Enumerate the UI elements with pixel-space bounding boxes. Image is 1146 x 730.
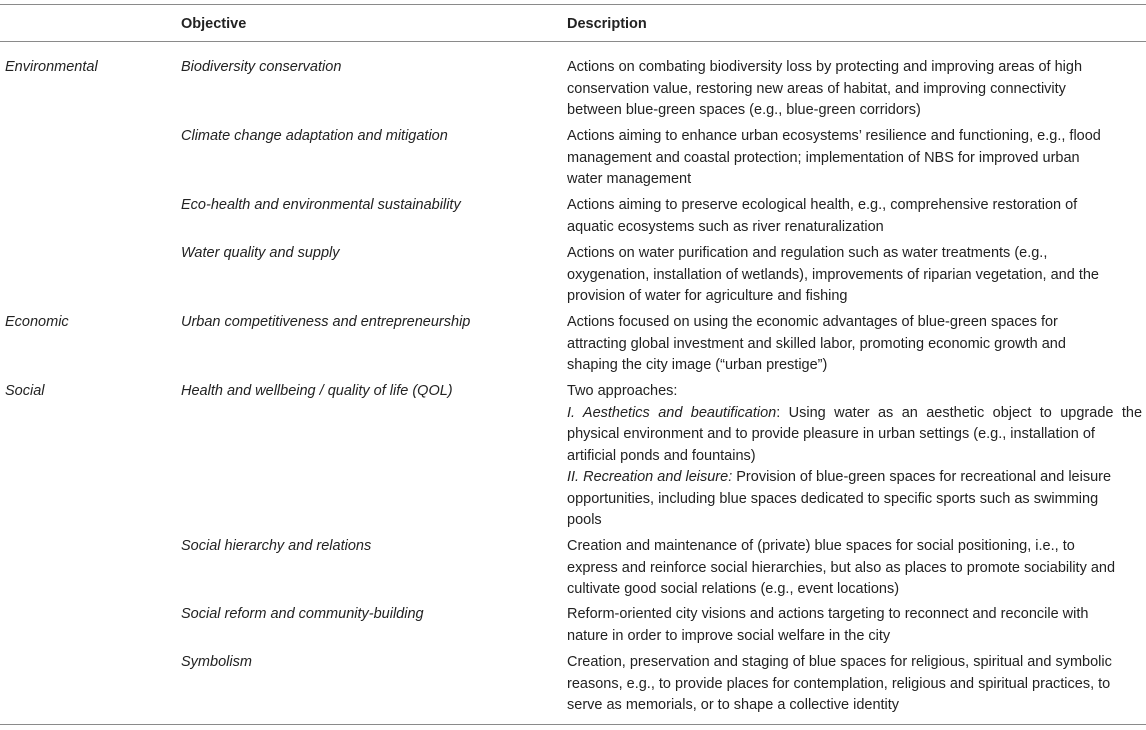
row-description [567, 126, 1142, 191]
description-line: express and reinforce social hierarchies, but also as places to promote sociability and [567, 559, 1116, 576]
description-line: Creation and maintenance of (private) blue spaces for social positioning, i.e., to [567, 538, 1075, 554]
description-line: attracting global investment and skilled labor, promoting economic growth and [567, 335, 1066, 352]
approach-1-label: I. Aesthetics and beautification [567, 404, 777, 421]
row-objective: Climate change adaptation and mitigation [181, 128, 448, 144]
row-objective: Eco-health and environmental sustainability [181, 197, 461, 213]
description-line: Actions on combating biodiversity loss by protecting and improving areas of high [567, 59, 1083, 75]
description-line: opportunities, including blue spaces dedicated to specific sports such as swimming [567, 490, 1099, 507]
description-line: physical environment and to provide pleasure in urban settings (e.g., installation of [567, 426, 1095, 442]
approach-2-text: Provision of blue-green spaces for recreational and leisure [732, 469, 1112, 485]
approach-1-line [567, 403, 1142, 425]
approach-2-label: II. Recreation and leisure: [567, 469, 733, 485]
table-bottom-rule [0, 724, 1146, 725]
row-objective: Biodiversity conservation [181, 59, 342, 75]
row-description [567, 312, 1142, 377]
description-line: Actions aiming to preserve ecological health, e.g., comprehensive restoration of [567, 197, 1078, 213]
description-line: pools [567, 512, 602, 528]
header-objective: Objective [181, 16, 247, 32]
row-objective: Water quality and supply [181, 245, 340, 261]
row-description [567, 381, 1142, 532]
description-line: serve as memorials, or to shape a collective identity [567, 697, 900, 713]
description-line: aquatic ecosystems such as river renaturalization [567, 218, 884, 235]
description-line: management and coastal protection; implementation of NBS for improved urban [567, 149, 1080, 166]
header-description: Description [567, 16, 647, 32]
row-description [567, 536, 1142, 601]
description-line: oxygenation, installation of wetlands), improvements of riparian vegetation, and the [567, 266, 1099, 283]
description-line: Actions aiming to enhance urban ecosystems’ resilience and functioning, e.g., flood [567, 128, 1101, 144]
row-objective: Symbolism [181, 654, 252, 670]
row-description [567, 195, 1142, 238]
description-line: reasons, e.g., to provide places for contemplation, religious and spiritual practices, to [567, 675, 1111, 692]
row-objective: Social reform and community-building [181, 606, 424, 622]
description-line: provision of water for agriculture and fishing [567, 288, 848, 304]
row-category: Environmental [5, 59, 98, 75]
row-description [567, 57, 1142, 122]
description-line: Actions on water purification and regulation such as water treatments (e.g., [567, 245, 1048, 261]
row-objective: Health and wellbeing / quality of life (QOL) [181, 383, 453, 399]
row-objective: Urban competitiveness and entrepreneurship [181, 314, 471, 330]
description-line: nature in order to improve social welfare in the city [567, 627, 891, 644]
row-objective: Social hierarchy and relations [181, 538, 372, 554]
row-description [567, 243, 1142, 308]
description-line: conservation value, restoring new areas of habitat, and improving connectivity [567, 80, 1066, 97]
description-line: Creation, preservation and staging of blue spaces for religious, spiritual and symbolic [567, 654, 1112, 670]
table-top-rule [0, 4, 1146, 5]
description-intro: Two approaches: [567, 383, 678, 399]
approach-2-line [567, 467, 1142, 489]
description-line: between blue-green spaces (e.g., blue-green corridors) [567, 102, 921, 118]
approach-1-text: : Using water as an aesthetic object to upgrade the [776, 404, 1143, 421]
description-line: artificial ponds and fountains) [567, 447, 756, 464]
row-category: Social [5, 383, 45, 399]
description-line: Actions focused on using the economic advantages of blue-green spaces for [567, 314, 1058, 330]
description-line: Reform-oriented city visions and actions targeting to reconnect and reconcile with [567, 606, 1089, 622]
row-description [567, 604, 1142, 647]
description-line: shaping the city image (“urban prestige”) [567, 357, 828, 373]
description-line: water management [567, 171, 692, 187]
description-line: cultivate good social relations (e.g., event locations) [567, 581, 900, 597]
row-description [567, 652, 1142, 717]
row-category: Economic [5, 314, 69, 330]
table-header-rule [0, 41, 1146, 42]
